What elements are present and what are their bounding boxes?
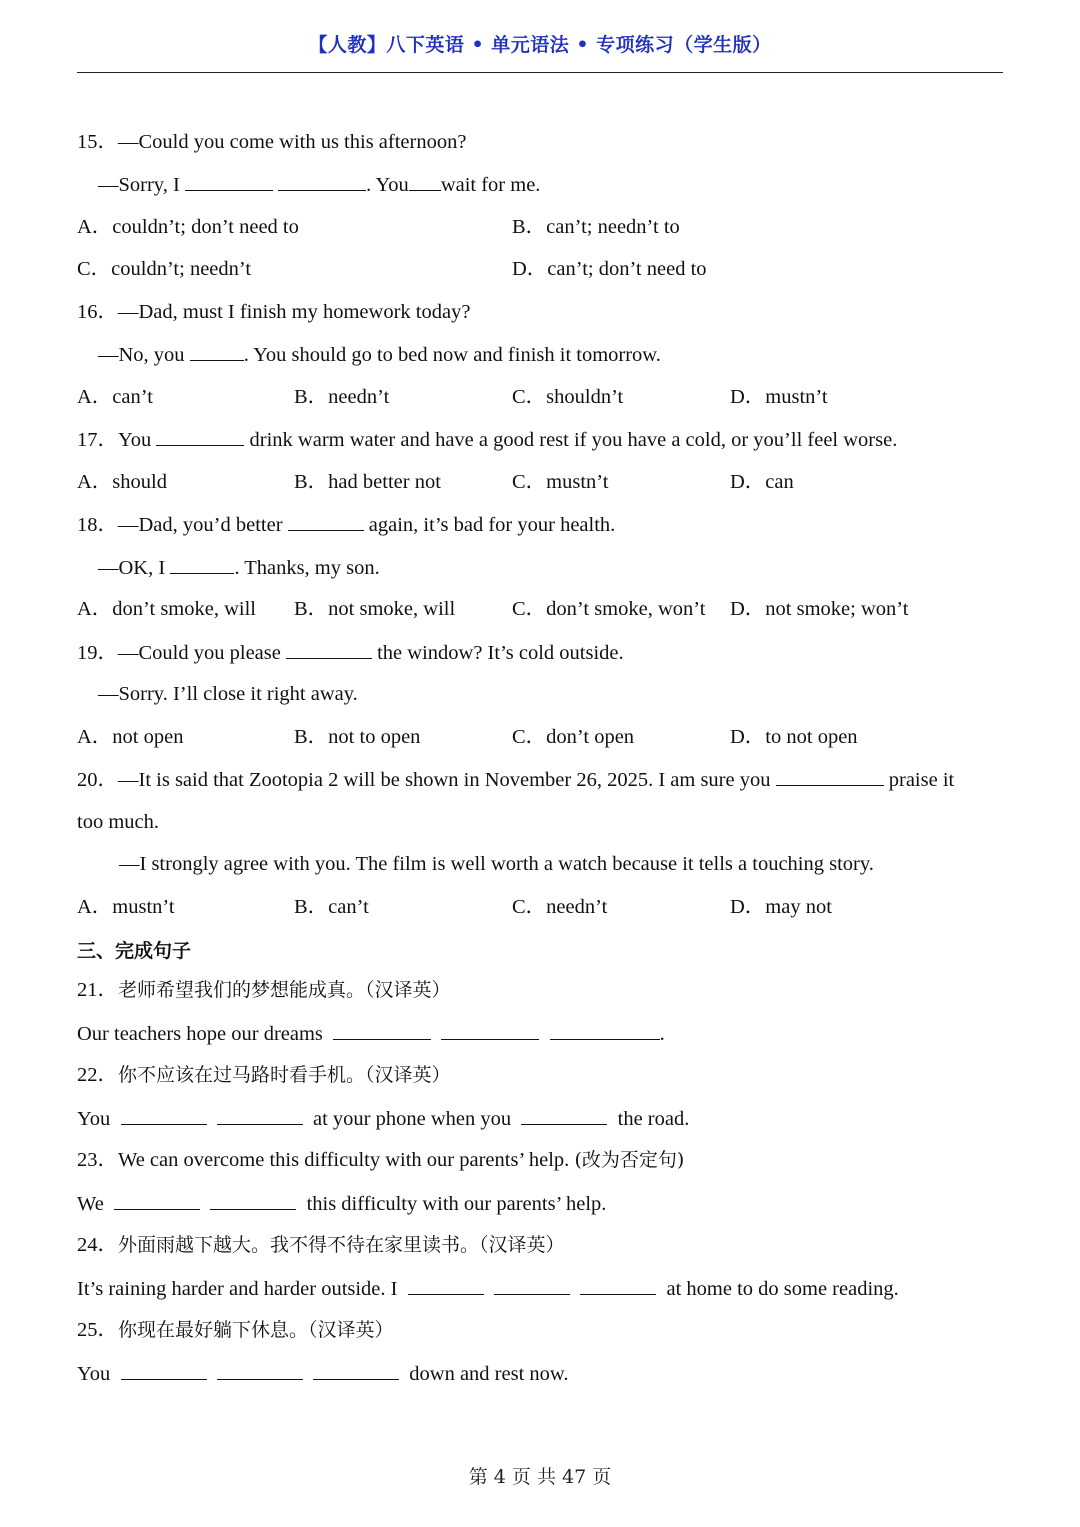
answer-blank[interactable] (121, 1106, 207, 1125)
question-number: 25． (77, 1319, 118, 1341)
option-c[interactable]: C．couldn’t; needn’t (77, 258, 252, 280)
answer-blank[interactable] (190, 342, 244, 361)
question-text: —Dad, must I finish my homework today? (118, 301, 471, 323)
option-b[interactable]: B．had better not (294, 471, 441, 493)
option-d[interactable]: D．not smoke; won’t (730, 598, 909, 620)
answer-text: at your phone when you (313, 1108, 512, 1130)
option-c[interactable]: C．needn’t (512, 896, 608, 918)
answer-blank[interactable] (170, 555, 234, 574)
answer-text: We (77, 1193, 104, 1215)
option-d[interactable]: D．can (730, 471, 794, 493)
question-19-stem (77, 640, 624, 665)
question-number: 16． (77, 301, 118, 323)
question-24-answer (77, 1276, 899, 1301)
question-text: again, it’s bad for your health. (368, 514, 616, 536)
question-text: praise it (888, 769, 955, 791)
answer-blank[interactable] (210, 1191, 296, 1210)
answer-blank[interactable] (550, 1021, 660, 1040)
question-text: —It is said that Zootopia 2 will be shown in November 26, 2025. I am sure you (118, 769, 771, 791)
question-number: 23． (77, 1149, 118, 1171)
answer-text: . (659, 1023, 665, 1045)
reply-text: . Thanks, my son. (234, 557, 380, 579)
option-b[interactable]: B．not smoke, will (294, 598, 456, 620)
question-text: 外面雨越下越大。我不得不待在家里读书。（汉译英） (118, 1234, 565, 1256)
option-c[interactable]: C．don’t smoke, won’t (512, 598, 706, 620)
question-25-prompt (77, 1318, 394, 1342)
answer-blank[interactable] (217, 1106, 303, 1125)
answer-blank[interactable] (121, 1361, 207, 1380)
answer-text: It’s raining harder and harder outside. I (77, 1278, 398, 1300)
question-text: 你现在最好躺下休息。（汉译英） (118, 1319, 394, 1341)
question-16-reply (98, 342, 661, 367)
question-16-stem (77, 300, 470, 324)
question-instruction: (改为否定句) (574, 1149, 685, 1171)
question-17-stem (77, 427, 897, 452)
answer-blank[interactable] (408, 1276, 484, 1295)
question-number: 18． (77, 514, 118, 536)
option-c[interactable]: C．mustn’t (512, 471, 609, 493)
answer-text: at home to do some reading. (666, 1278, 899, 1300)
question-number: 15． (77, 131, 118, 153)
option-d[interactable]: D．can’t; don’t need to (512, 258, 707, 280)
answer-blank[interactable] (441, 1021, 539, 1040)
header-divider (77, 72, 1003, 73)
option-a[interactable]: A．mustn’t (77, 896, 175, 918)
page-number: 第 4 页 共 47 页 (468, 1466, 612, 1488)
question-24-prompt (77, 1233, 565, 1257)
option-a[interactable]: A．can’t (77, 386, 153, 408)
question-25-answer (77, 1361, 569, 1386)
question-18-stem (77, 512, 615, 537)
answer-blank[interactable] (313, 1361, 399, 1380)
question-text: drink warm water and have a good rest if you have a cold, or you’ll feel worse. (249, 429, 898, 451)
question-19-reply: —Sorry. I’ll close it right away. (98, 683, 358, 705)
question-text: We can overcome this difficulty with our parents’ help. (118, 1149, 575, 1171)
option-b[interactable]: B．can’t (294, 896, 369, 918)
question-number: 17． (77, 429, 118, 451)
option-a[interactable]: A．couldn’t; don’t need to (77, 216, 299, 238)
question-21-prompt (77, 978, 451, 1002)
reply-text: —Sorry, I (98, 174, 180, 196)
question-text: 老师希望我们的梦想能成真。（汉译英） (118, 979, 451, 1001)
question-number: 19． (77, 642, 118, 664)
answer-blank[interactable] (185, 172, 273, 191)
answer-blank[interactable] (156, 427, 244, 446)
answer-blank[interactable] (333, 1021, 431, 1040)
question-number: 24． (77, 1234, 118, 1256)
answer-text: You (77, 1108, 111, 1130)
question-text: You (118, 429, 152, 451)
answer-blank[interactable] (286, 640, 372, 659)
answer-blank[interactable] (217, 1361, 303, 1380)
answer-blank[interactable] (288, 512, 364, 531)
question-23-prompt (77, 1148, 684, 1172)
question-number: 21． (77, 979, 118, 1001)
question-text: —Dad, you’d better (118, 514, 283, 536)
question-15-reply (98, 172, 540, 197)
answer-blank[interactable] (114, 1191, 200, 1210)
reply-text: . You should go to bed now and finish it tomorrow. (243, 344, 661, 366)
reply-text: —No, you (98, 344, 185, 366)
reply-text: . You (366, 174, 409, 196)
option-c[interactable]: C．don’t open (512, 726, 635, 748)
option-c[interactable]: C．shouldn’t (512, 386, 624, 408)
option-b[interactable]: B．needn’t (294, 386, 390, 408)
answer-text: Our teachers hope our dreams (77, 1023, 323, 1045)
option-a[interactable]: A．not open (77, 726, 184, 748)
answer-text: You (77, 1363, 111, 1385)
answer-blank[interactable] (494, 1276, 570, 1295)
answer-text: the road. (617, 1108, 690, 1130)
option-d[interactable]: D．mustn’t (730, 386, 828, 408)
question-text: the window? It’s cold outside. (377, 642, 624, 664)
question-number: 20． (77, 769, 118, 791)
question-22-answer (77, 1106, 689, 1131)
question-21-answer (77, 1021, 665, 1046)
question-23-answer (77, 1191, 606, 1216)
question-text: —Could you come with us this afternoon? (118, 131, 467, 153)
question-22-prompt (77, 1063, 451, 1087)
question-text: 你不应该在过马路时看手机。（汉译英） (118, 1064, 451, 1086)
answer-text: this difficulty with our parents’ help. (306, 1193, 607, 1215)
answer-blank[interactable] (278, 172, 366, 191)
option-d[interactable]: D．to not open (730, 726, 858, 748)
section-title: 三、完成句子 (77, 940, 192, 962)
question-15-stem (77, 130, 466, 154)
question-20-reply: —I strongly agree with you. The film is well worth a watch because it tells a touching story. (119, 853, 874, 875)
question-18-reply (98, 555, 380, 580)
answer-text: down and rest now. (409, 1363, 569, 1385)
option-b[interactable]: B．not to open (294, 726, 421, 748)
answer-blank[interactable] (580, 1276, 656, 1295)
option-d[interactable]: D．may not (730, 896, 832, 918)
question-20-stem-continued: too much. (77, 811, 159, 833)
answer-blank[interactable] (776, 767, 884, 786)
question-20-stem (77, 767, 954, 792)
question-text: —Could you please (118, 642, 281, 664)
option-b[interactable]: B．can’t; needn’t to (512, 216, 680, 238)
reply-text: wait for me. (440, 174, 541, 196)
answer-blank[interactable] (521, 1106, 607, 1125)
answer-blank[interactable] (409, 172, 441, 191)
option-a[interactable]: A．should (77, 471, 167, 493)
option-a[interactable]: A．don’t smoke, will (77, 598, 256, 620)
reply-text: —OK, I (98, 557, 166, 579)
question-number: 22． (77, 1064, 118, 1086)
page-header-title: 【人教】八下英语 • 单元语法 • 专项练习（学生版） (308, 34, 772, 56)
